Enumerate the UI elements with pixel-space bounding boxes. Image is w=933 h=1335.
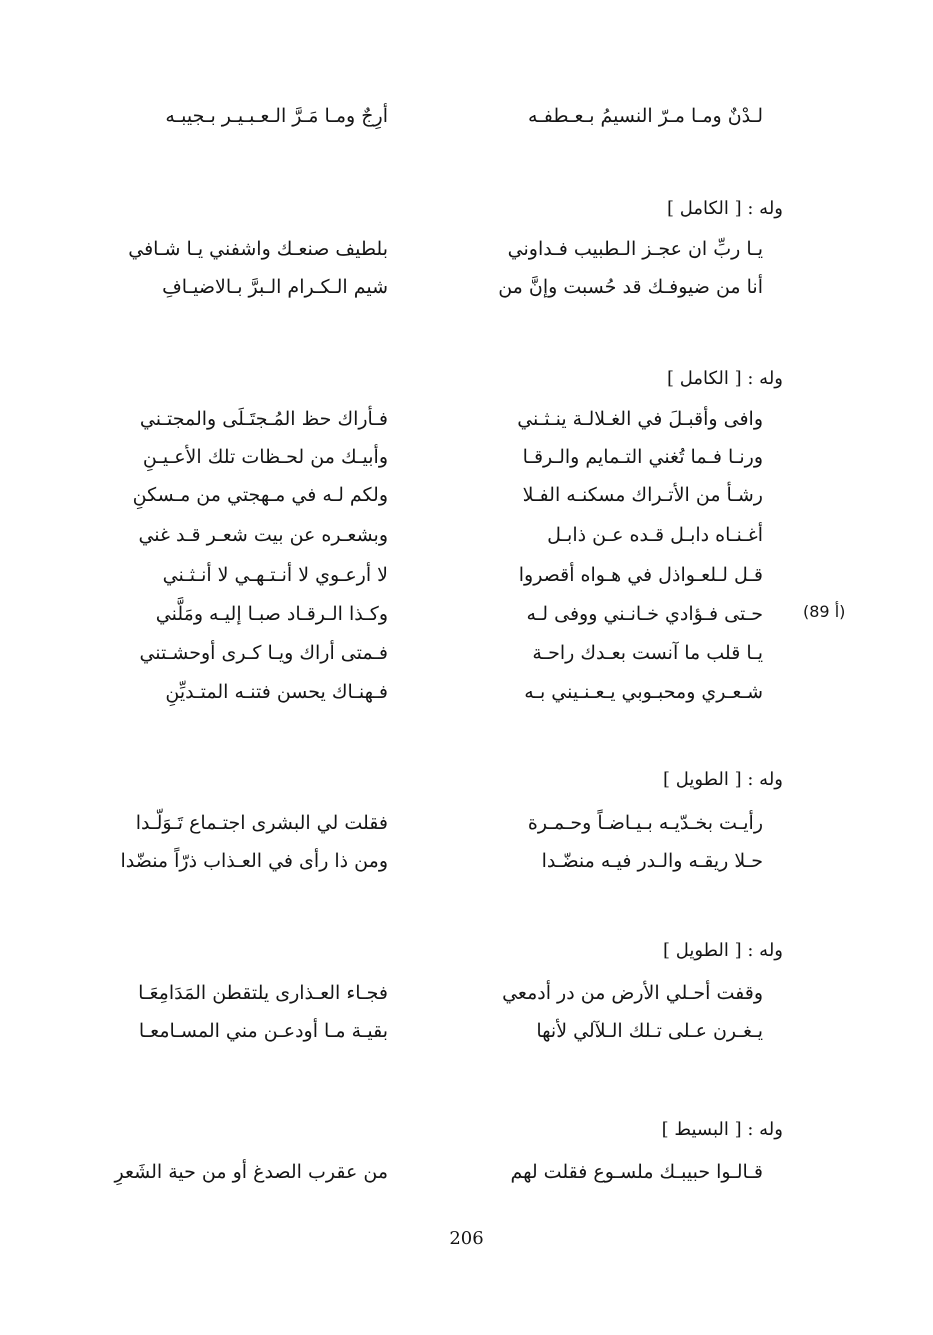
verse-second-hemistich: بقيـة مـا أودعـن مني المسـامعـا [138, 1020, 388, 1042]
verse-second-hemistich: وكـذا الـرقـاد صبـا إليـه ومَلَّني [155, 603, 388, 625]
folio-marker: (89 أ) [803, 602, 846, 621]
verse-first-hemistich: وافى وأقبـلَ في الغـلالـة ينـثـني [517, 408, 763, 430]
verse-first-hemistich: وقفت أحـلي الأرض من در أدمعي [502, 982, 763, 1004]
verse-first-hemistich: أنا من ضيوفـك قد حُسبت وإنَّ من [498, 276, 763, 298]
verse-first-hemistich: رشـأ من الأتـراك مسكنـه الفـلا [522, 484, 763, 506]
verse-second-hemistich: ومن ذا رأى في العـذاب ذرّاً منضّدا [120, 850, 388, 872]
verse-second-hemistich: وأبيـك من لحـظات تلك الأعـيـنِ [142, 446, 388, 468]
verse-second-hemistich: فقلت لي البشرى اجتـماع تَـوَلّـدا [135, 812, 388, 834]
verse-second-hemistich: ولكم لـه في مـهجتي من مـسكنِ [132, 484, 388, 506]
poem-heading: وله : [ البسيط ] [661, 1119, 783, 1140]
verse-second-hemistich: لا أرعـوي لا أنـتـهـي لا أنـثـني [162, 564, 388, 586]
verse-second-hemistich: أرِجٌ ومـا مَـرَّ الـعـبـيـر بـجيبـه [165, 105, 388, 127]
poem-heading: وله : [ الكامل ] [666, 198, 783, 219]
page-number: 206 [449, 1228, 484, 1249]
verse-first-hemistich: يـغـرن عـلى تـلك الـلآلي لأنها [536, 1020, 763, 1042]
verse-second-hemistich: فجـاء العـذارى يلتقطن المَدَامِعَـا [138, 982, 388, 1004]
poem-heading: وله : [ الكامل ] [666, 368, 783, 389]
poem-heading: وله : [ الطويل ] [662, 769, 783, 790]
verse-second-hemistich: وبشعـره عن بيت شعـر قـد غني [138, 524, 388, 546]
verse-first-hemistich: يـا قلب ما آنست بعـدك راحـة [532, 642, 763, 664]
verse-first-hemistich: لـدْنٌ ومـا مـرّ النسيمُ بـعـطفـه [527, 105, 763, 127]
verse-second-hemistich: فـمتى أراك ويـا كـرى أوحشـتني [139, 642, 388, 664]
verse-second-hemistich: فـهنـاك يحسن فتنـه المتـديِّنِ [165, 681, 388, 703]
verse-first-hemistich: أغـنـاه دابـل قـده عـن ذابـل [547, 524, 763, 546]
verse-first-hemistich: قـالـوا حبيبـك ملسـوع فقلت لهم [510, 1161, 763, 1183]
verse-second-hemistich: بلطيف صنعـك واشفني يـا شـافي [128, 238, 388, 260]
poem-heading: وله : [ الطويل ] [662, 940, 783, 961]
verse-second-hemistich: فـأراك حظ المُـجتَـلَى والمجتـني [139, 408, 388, 430]
verse-first-hemistich: حـتى فـؤادي خـانـني ووفى لـه [526, 603, 763, 625]
verse-first-hemistich: ورنـا فـما تُغني التـمايم والـرقـا [522, 446, 763, 468]
verse-first-hemistich: شـعـري ومحبـوبي يـعـنـيني بـه [524, 681, 763, 703]
verse-first-hemistich: قـل لـلعـواذل في هـواه أقصروا [518, 564, 763, 586]
verse-second-hemistich: شيم الـكـرام الـبرَّ بـالاضيـافِ [162, 276, 388, 298]
verse-first-hemistich: حـلا ريقـه والـدر فيـه منضّـدا [541, 850, 763, 872]
verse-second-hemistich: من عقرب الصدغ أو من حية الشَعرِ [114, 1161, 388, 1183]
verse-first-hemistich: يـا ربِّ ان عجـز الـطبيب فـداوني [507, 238, 763, 260]
verse-first-hemistich: رأيـت بخـدّيـه بـيـاضـاً وحـمـرة [527, 812, 763, 834]
